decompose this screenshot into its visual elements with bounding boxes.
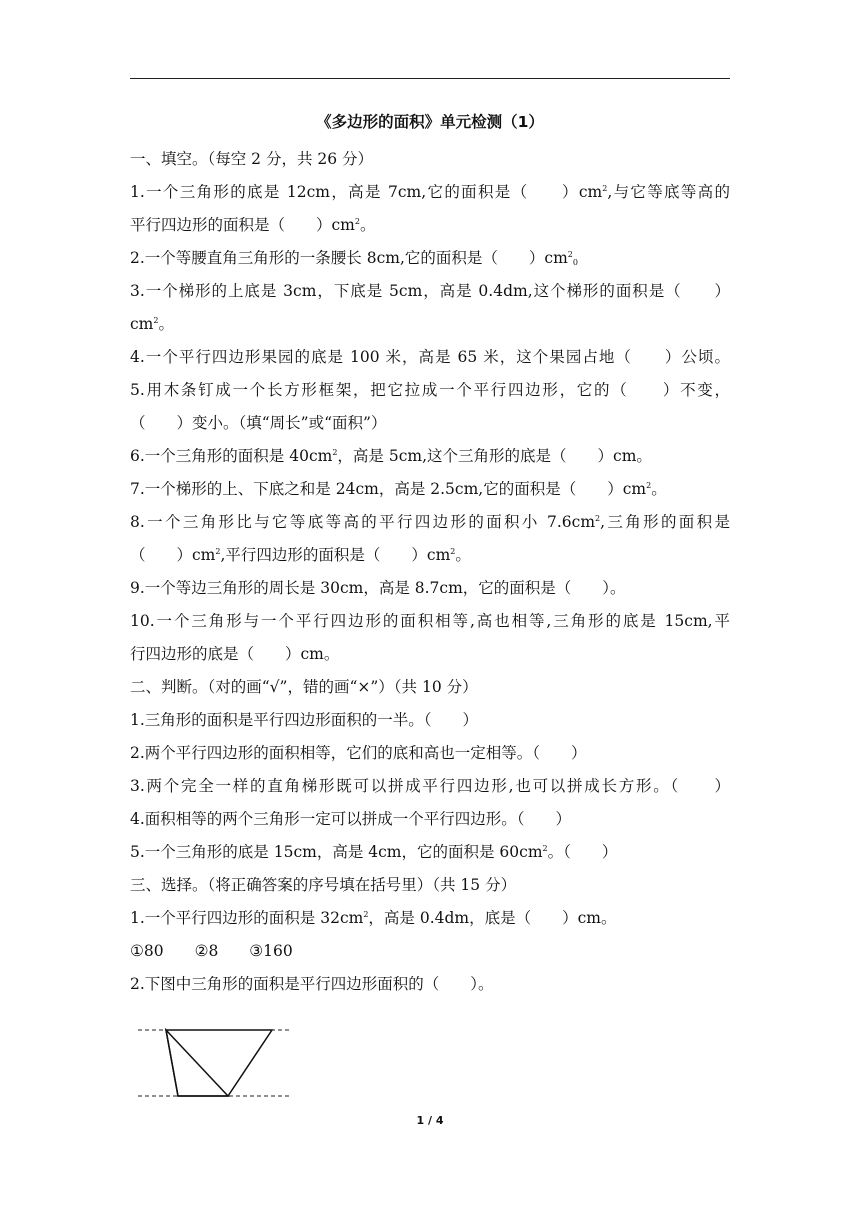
question-judge-1: 1.三角形的面积是平行四边形面积的一半。（ ） <box>130 711 479 729</box>
question-fill-1: 1.一个三角形的底是 12cm，高是 7cm,它的面积是（ ）$cm^2$,与它等底等高的 <box>130 183 730 201</box>
question-fill-8-cont: （ ）$cm^2$,平行四边形的面积是（ ）$cm^2$。 <box>130 546 471 564</box>
option-1: ①80 <box>130 942 164 960</box>
triangle-shape <box>166 1030 228 1096</box>
section-heading-choice: 三、选择。（将正确答案的序号填在括号里）（共 15 分） <box>130 876 517 894</box>
question-fill-3: 3.一个梯形的上底是 3cm，下底是 5cm，高是 0.4dm,这个梯形的面积是（ ） <box>130 282 730 300</box>
page-title: 《多边形的面积》单元检测（1） <box>316 113 544 131</box>
question-judge-3: 3.两个完全一样的直角梯形既可以拼成平行四边形,也可以拼成长方形。（ ） <box>130 777 730 795</box>
question-fill-1-cont: 平行四边形的面积是（ ）$cm^2$。 <box>130 216 376 234</box>
question-judge-4: 4.面积相等的两个三角形一定可以拼成一个平行四边形。（ ） <box>130 810 572 828</box>
question-fill-5-cont: （ ）变小。（填“周长”或“面积”） <box>130 414 387 432</box>
question-fill-6: 6.一个三角形的面积是 $40cm^2$，高是 5cm,这个三角形的底是（ ）cm。 <box>130 447 652 465</box>
header-rule <box>130 78 730 79</box>
worksheet-body <box>130 146 730 1004</box>
question-fill-10: 10.一个三角形与一个平行四边形的面积相等,高也相等,三角形的底是 15cm,平 <box>130 612 730 630</box>
question-fill-3-cont: $cm^2$。 <box>130 315 174 333</box>
question-fill-7: 7.一个梯形的上、下底之和是 24cm，高是 2.5cm,它的面积是（ ）$cm^2$。 <box>130 480 667 498</box>
question-fill-5: 5.用木条钉成一个长方形框架，把它拉成一个平行四边形，它的（ ）不变， <box>130 381 730 399</box>
section-heading-fill: 一、填空。（每空 2 分，共 26 分） <box>130 150 374 168</box>
question-fill-2: 2.一个等腰直角三角形的一条腰长 8cm,它的面积是（ ）$cm^2_0$ <box>130 249 578 267</box>
question-fill-9: 9.一个等边三角形的周长是 30cm，高是 8.7cm，它的面积是（ ）。 <box>130 579 626 597</box>
page-number: 1 / 4 <box>416 1114 444 1127</box>
question-choice-2: 2.下图中三角形的面积是平行四边形面积的（ ）。 <box>130 975 494 993</box>
question-fill-8: 8.一个三角形比与它等底等高的平行四边形的面积小 $7.6cm^2$,三角形的面积是 <box>130 513 730 531</box>
question-fill-4: 4.一个平行四边形果园的底是 100 米，高是 65 米，这个果园占地（ ）公顷。 <box>130 348 730 366</box>
question-judge-2: 2.两个平行四边形的面积相等，它们的底和高也一定相等。（ ） <box>130 744 587 762</box>
question-fill-10-cont: 行四边形的底是（ ）cm。 <box>130 645 340 663</box>
question-choice-1-options <box>130 938 730 971</box>
option-2: ②8 <box>194 942 219 960</box>
triangle-parallelogram-figure <box>138 1022 298 1102</box>
section-heading-judge: 二、判断。（对的画“√”，错的画“×”）（共 10 分） <box>130 678 478 696</box>
question-judge-5: 5.一个三角形的底是 15cm，高是 4cm，它的面积是 $60cm^2$。（ ） <box>130 843 618 861</box>
option-3: ③160 <box>249 942 293 960</box>
question-choice-1: 1.一个平行四边形的面积是 $32cm^2$，高是 0.4dm，底是（ ）cm。 <box>130 909 617 927</box>
